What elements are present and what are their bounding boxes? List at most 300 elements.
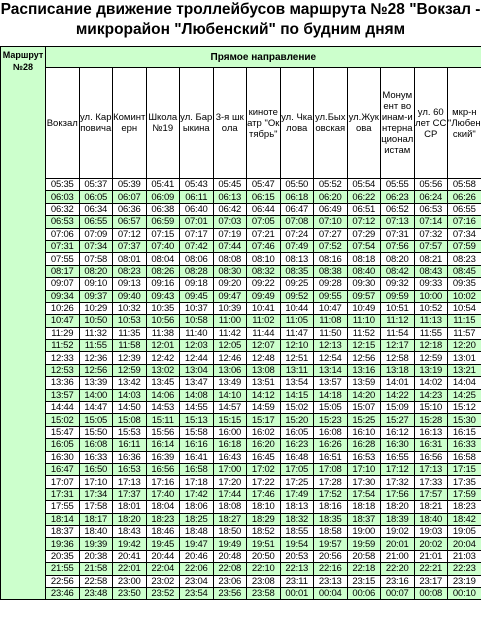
- time-cell: 11:35: [113, 327, 147, 339]
- stop-header: ул.Жукова: [347, 68, 381, 179]
- time-cell: 16:11: [113, 439, 147, 451]
- time-cell: 13:16: [347, 364, 381, 376]
- time-cell: 16:02: [247, 426, 281, 438]
- time-cell: 14:15: [280, 389, 314, 401]
- time-cell: 12:56: [347, 352, 381, 364]
- time-cell: 12:39: [113, 352, 147, 364]
- time-cell: 05:41: [146, 179, 180, 191]
- time-cell: 16:15: [448, 426, 481, 438]
- time-cell: 16:05: [280, 426, 314, 438]
- time-cell: 16:36: [113, 451, 147, 463]
- time-cell: 09:43: [146, 290, 180, 302]
- time-cell: 18:35: [314, 513, 348, 525]
- time-cell: 00:01: [280, 587, 314, 599]
- time-cell: 14:12: [247, 389, 281, 401]
- time-cell: 07:37: [113, 240, 147, 252]
- table-row: [1, 538, 481, 550]
- time-cell: 10:54: [448, 302, 481, 314]
- time-cell: 18:37: [347, 513, 381, 525]
- time-cell: 10:49: [347, 302, 381, 314]
- time-cell: 10:44: [280, 302, 314, 314]
- stop-header: Вокзал: [46, 68, 80, 179]
- time-cell: 09:30: [347, 278, 381, 290]
- time-cell: 13:54: [280, 377, 314, 389]
- time-cell: 09:28: [314, 278, 348, 290]
- time-cell: 10:52: [414, 302, 448, 314]
- time-cell: 20:41: [113, 550, 147, 562]
- time-cell: 06:53: [414, 203, 448, 215]
- time-cell: 17:57: [414, 488, 448, 500]
- time-cell: 18:40: [414, 513, 448, 525]
- time-cell: 11:50: [314, 327, 348, 339]
- time-cell: 06:38: [146, 203, 180, 215]
- time-cell: 17:10: [347, 463, 381, 475]
- time-cell: 06:05: [79, 191, 113, 203]
- time-cell: 08:23: [448, 253, 481, 265]
- time-cell: 14:44: [46, 402, 80, 414]
- stop-header: кинотеатр "Октябрь": [247, 68, 281, 179]
- time-cell: 16:47: [46, 463, 80, 475]
- time-cell: 11:55: [79, 340, 113, 352]
- time-cell: 20:58: [347, 550, 381, 562]
- time-cell: 14:59: [247, 402, 281, 414]
- time-cell: 17:33: [414, 476, 448, 488]
- time-cell: 15:28: [414, 414, 448, 426]
- time-cell: 18:23: [146, 513, 180, 525]
- time-cell: 11:10: [347, 315, 381, 327]
- time-cell: 22:56: [46, 575, 80, 587]
- time-cell: 07:59: [448, 240, 481, 252]
- time-cell: 10:50: [79, 315, 113, 327]
- time-cell: 20:38: [79, 550, 113, 562]
- time-cell: 11:57: [448, 327, 481, 339]
- time-cell: 15:15: [213, 414, 247, 426]
- time-cell: 23:19: [448, 575, 481, 587]
- time-cell: 15:11: [146, 414, 180, 426]
- time-cell: 22:16: [314, 563, 348, 575]
- time-cell: 13:36: [46, 377, 80, 389]
- time-cell: 20:02: [414, 538, 448, 550]
- time-cell: 13:59: [347, 377, 381, 389]
- time-cell: 20:01: [381, 538, 415, 550]
- time-cell: 11:05: [280, 315, 314, 327]
- time-cell: 17:12: [381, 463, 415, 475]
- time-cell: 05:35: [46, 179, 80, 191]
- time-cell: 19:42: [113, 538, 147, 550]
- table-row: [1, 463, 481, 475]
- time-cell: 08:26: [146, 265, 180, 277]
- time-cell: 11:40: [180, 327, 214, 339]
- time-cell: 18:52: [247, 525, 281, 537]
- stops-row: [1, 68, 481, 179]
- time-cell: 18:48: [180, 525, 214, 537]
- table-row: [1, 253, 481, 265]
- time-cell: 11:38: [146, 327, 180, 339]
- time-cell: 14:53: [146, 402, 180, 414]
- time-cell: 12:17: [381, 340, 415, 352]
- time-cell: 08:20: [381, 253, 415, 265]
- time-cell: 16:48: [280, 451, 314, 463]
- time-cell: 09:34: [46, 290, 80, 302]
- time-cell: 05:56: [414, 179, 448, 191]
- time-cell: 14:04: [448, 377, 481, 389]
- table-row: [1, 513, 481, 525]
- time-cell: 06:36: [113, 203, 147, 215]
- time-cell: 19:45: [146, 538, 180, 550]
- time-cell: 08:17: [46, 265, 80, 277]
- table-row: [1, 191, 481, 203]
- time-cell: 13:14: [314, 364, 348, 376]
- route-label: Маршрут №28: [1, 47, 46, 600]
- time-cell: 07:12: [113, 228, 147, 240]
- time-cell: 17:35: [448, 476, 481, 488]
- time-cell: 16:30: [381, 439, 415, 451]
- time-cell: 16:30: [46, 451, 80, 463]
- time-cell: 16:10: [347, 426, 381, 438]
- time-cell: 16:23: [280, 439, 314, 451]
- time-cell: 09:59: [381, 290, 415, 302]
- time-cell: 08:32: [247, 265, 281, 277]
- time-cell: 08:13: [280, 253, 314, 265]
- time-cell: 17:13: [113, 476, 147, 488]
- time-cell: 17:56: [381, 488, 415, 500]
- time-cell: 08:10: [247, 253, 281, 265]
- time-cell: 16:43: [213, 451, 247, 463]
- time-cell: 18:14: [46, 513, 80, 525]
- time-cell: 23:52: [146, 587, 180, 599]
- time-cell: 09:52: [280, 290, 314, 302]
- time-cell: 12:46: [213, 352, 247, 364]
- time-cell: 18:16: [314, 501, 348, 513]
- time-cell: 17:40: [146, 488, 180, 500]
- time-cell: 12:56: [79, 364, 113, 376]
- time-cell: 06:13: [213, 191, 247, 203]
- time-cell: 00:10: [448, 587, 481, 599]
- time-cell: 20:04: [448, 538, 481, 550]
- table-row: [1, 203, 481, 215]
- time-cell: 17:55: [46, 501, 80, 513]
- time-cell: 16:20: [247, 439, 281, 451]
- time-cell: 18:20: [113, 513, 147, 525]
- time-cell: 17:05: [280, 463, 314, 475]
- time-cell: 07:52: [314, 240, 348, 252]
- table-row: [1, 265, 481, 277]
- time-cell: 17:08: [314, 463, 348, 475]
- time-cell: 13:57: [46, 389, 80, 401]
- time-cell: 14:25: [448, 389, 481, 401]
- time-cell: 17:30: [347, 476, 381, 488]
- time-cell: 16:51: [314, 451, 348, 463]
- time-cell: 15:10: [414, 402, 448, 414]
- time-cell: 17:02: [247, 463, 281, 475]
- time-cell: 17:59: [448, 488, 481, 500]
- stop-header: ул. Карповича: [79, 68, 113, 179]
- time-cell: 23:02: [146, 575, 180, 587]
- time-cell: 12:15: [347, 340, 381, 352]
- time-cell: 12:01: [146, 340, 180, 352]
- time-cell: 07:44: [213, 240, 247, 252]
- time-cell: 23:50: [113, 587, 147, 599]
- time-cell: 18:23: [448, 501, 481, 513]
- time-cell: 17:18: [180, 476, 214, 488]
- time-cell: 16:58: [180, 463, 214, 475]
- table-row: [1, 340, 481, 352]
- time-cell: 12:48: [247, 352, 281, 364]
- time-cell: 10:26: [46, 302, 80, 314]
- table-row: [1, 228, 481, 240]
- table-row: [1, 389, 481, 401]
- time-cell: 13:21: [448, 364, 481, 376]
- time-cell: 23:46: [46, 587, 80, 599]
- time-cell: 09:33: [414, 278, 448, 290]
- time-cell: 14:00: [79, 389, 113, 401]
- time-cell: 16:12: [381, 426, 415, 438]
- time-cell: 06:59: [146, 216, 180, 228]
- time-cell: 23:13: [314, 575, 348, 587]
- table-row: [1, 352, 481, 364]
- time-cell: 12:59: [414, 352, 448, 364]
- time-cell: 14:22: [381, 389, 415, 401]
- time-cell: 15:13: [180, 414, 214, 426]
- time-cell: 19:36: [46, 538, 80, 550]
- time-cell: 18:58: [314, 525, 348, 537]
- time-cell: 12:59: [113, 364, 147, 376]
- time-cell: 06:55: [79, 216, 113, 228]
- time-cell: 10:37: [180, 302, 214, 314]
- table-row: [1, 587, 481, 599]
- time-cell: 14:01: [381, 377, 415, 389]
- time-cell: 05:58: [448, 179, 481, 191]
- time-cell: 19:39: [79, 538, 113, 550]
- table-row: [1, 439, 481, 451]
- time-cell: 14:08: [180, 389, 214, 401]
- time-cell: 21:00: [381, 550, 415, 562]
- time-cell: 10:56: [146, 315, 180, 327]
- time-cell: 18:18: [347, 501, 381, 513]
- time-cell: 13:57: [314, 377, 348, 389]
- time-cell: 07:31: [46, 240, 80, 252]
- time-cell: 11:55: [414, 327, 448, 339]
- time-cell: 09:45: [180, 290, 214, 302]
- time-cell: 15:07: [347, 402, 381, 414]
- table-row: [1, 414, 481, 426]
- time-cell: 22:20: [381, 563, 415, 575]
- time-cell: 15:25: [347, 414, 381, 426]
- time-cell: 05:45: [213, 179, 247, 191]
- time-cell: 19:47: [180, 538, 214, 550]
- time-cell: 23:17: [414, 575, 448, 587]
- time-cell: 11:08: [314, 315, 348, 327]
- time-cell: 10:35: [146, 302, 180, 314]
- time-cell: 23:04: [180, 575, 214, 587]
- time-cell: 07:19: [213, 228, 247, 240]
- time-cell: 09:18: [180, 278, 214, 290]
- time-cell: 15:47: [46, 426, 80, 438]
- time-cell: 07:34: [448, 228, 481, 240]
- time-cell: 18:04: [146, 501, 180, 513]
- time-cell: 18:46: [146, 525, 180, 537]
- time-cell: 09:25: [280, 278, 314, 290]
- time-cell: 16:53: [113, 463, 147, 475]
- time-cell: 23:11: [280, 575, 314, 587]
- time-cell: 08:08: [213, 253, 247, 265]
- time-cell: 17:16: [146, 476, 180, 488]
- time-cell: 07:15: [146, 228, 180, 240]
- time-cell: 11:00: [213, 315, 247, 327]
- time-cell: 09:57: [347, 290, 381, 302]
- time-cell: 09:55: [314, 290, 348, 302]
- time-cell: 17:25: [280, 476, 314, 488]
- time-cell: 20:46: [180, 550, 214, 562]
- time-cell: 07:32: [414, 228, 448, 240]
- time-cell: 07:12: [347, 216, 381, 228]
- time-cell: 14:50: [113, 402, 147, 414]
- time-cell: 08:23: [113, 265, 147, 277]
- time-cell: 15:20: [280, 414, 314, 426]
- time-cell: 15:30: [448, 414, 481, 426]
- table-row: [1, 278, 481, 290]
- time-cell: 07:56: [381, 240, 415, 252]
- time-cell: 19:03: [414, 525, 448, 537]
- time-cell: 22:58: [79, 575, 113, 587]
- time-cell: 18:50: [213, 525, 247, 537]
- time-cell: 18:13: [280, 501, 314, 513]
- time-cell: 07:46: [247, 240, 281, 252]
- time-cell: 23:16: [381, 575, 415, 587]
- table-row: [1, 575, 481, 587]
- table-row: [1, 240, 481, 252]
- time-cell: 16:18: [213, 439, 247, 451]
- time-cell: 15:23: [314, 414, 348, 426]
- time-cell: 07:16: [448, 216, 481, 228]
- time-cell: 17:31: [46, 488, 80, 500]
- time-cell: 06:26: [448, 191, 481, 203]
- time-cell: 16:56: [146, 463, 180, 475]
- time-cell: 06:55: [448, 203, 481, 215]
- time-cell: 23:15: [347, 575, 381, 587]
- time-cell: 20:35: [46, 550, 80, 562]
- time-cell: 18:06: [180, 501, 214, 513]
- time-cell: 15:09: [381, 402, 415, 414]
- time-cell: 13:11: [280, 364, 314, 376]
- time-cell: 10:47: [314, 302, 348, 314]
- time-cell: 17:07: [46, 476, 80, 488]
- time-cell: 07:17: [180, 228, 214, 240]
- time-cell: 12:42: [146, 352, 180, 364]
- time-cell: 17:37: [113, 488, 147, 500]
- time-cell: 17:32: [381, 476, 415, 488]
- time-cell: 18:21: [414, 501, 448, 513]
- table-row: [1, 315, 481, 327]
- time-cell: 16:16: [180, 439, 214, 451]
- time-cell: 17:10: [79, 476, 113, 488]
- time-cell: 17:52: [314, 488, 348, 500]
- time-cell: 16:14: [146, 439, 180, 451]
- time-cell: 05:47: [247, 179, 281, 191]
- table-row: [1, 563, 481, 575]
- time-cell: 22:08: [213, 563, 247, 575]
- time-cell: 06:49: [314, 203, 348, 215]
- time-cell: 07:42: [180, 240, 214, 252]
- time-cell: 17:28: [314, 476, 348, 488]
- time-cell: 07:31: [381, 228, 415, 240]
- stop-header: ул. Чкалова: [280, 68, 314, 179]
- time-cell: 17:58: [79, 501, 113, 513]
- table-row: [1, 364, 481, 376]
- time-cell: 19:51: [247, 538, 281, 550]
- time-cell: 12:20: [448, 340, 481, 352]
- time-cell: 13:08: [247, 364, 281, 376]
- time-cell: 07:40: [146, 240, 180, 252]
- time-cell: 15:12: [448, 402, 481, 414]
- time-cell: 06:47: [280, 203, 314, 215]
- time-cell: 07:13: [381, 216, 415, 228]
- time-cell: 06:11: [180, 191, 214, 203]
- time-cell: 18:40: [79, 525, 113, 537]
- time-cell: 06:07: [113, 191, 147, 203]
- time-cell: 07:21: [247, 228, 281, 240]
- time-cell: 12:44: [180, 352, 214, 364]
- time-cell: 10:02: [448, 290, 481, 302]
- table-row: [1, 179, 481, 191]
- table-row: [1, 501, 481, 513]
- table-row: [1, 451, 481, 463]
- time-cell: 18:55: [280, 525, 314, 537]
- time-cell: 00:07: [381, 587, 415, 599]
- time-cell: 18:29: [247, 513, 281, 525]
- time-cell: 16:56: [414, 451, 448, 463]
- time-cell: 08:28: [180, 265, 214, 277]
- time-cell: 23:08: [247, 575, 281, 587]
- time-cell: 14:55: [180, 402, 214, 414]
- time-cell: 10:39: [213, 302, 247, 314]
- time-cell: 19:02: [381, 525, 415, 537]
- time-cell: 12:33: [46, 352, 80, 364]
- time-cell: 23:06: [213, 575, 247, 587]
- time-cell: 11:42: [213, 327, 247, 339]
- time-cell: 16:26: [314, 439, 348, 451]
- time-cell: 13:45: [146, 377, 180, 389]
- stop-header: ул.Быховская: [314, 68, 348, 179]
- time-cell: 16:55: [381, 451, 415, 463]
- time-cell: 18:10: [247, 501, 281, 513]
- time-cell: 07:27: [314, 228, 348, 240]
- time-cell: 09:35: [448, 278, 481, 290]
- time-cell: 11:47: [280, 327, 314, 339]
- time-cell: 08:01: [113, 253, 147, 265]
- time-cell: 12:03: [180, 340, 214, 352]
- time-cell: 16:58: [448, 451, 481, 463]
- time-cell: 07:57: [414, 240, 448, 252]
- time-cell: 20:48: [213, 550, 247, 562]
- time-cell: 06:22: [347, 191, 381, 203]
- time-cell: 14:03: [113, 389, 147, 401]
- time-cell: 05:37: [79, 179, 113, 191]
- time-cell: 17:54: [347, 488, 381, 500]
- time-cell: 09:47: [213, 290, 247, 302]
- table-row: [1, 426, 481, 438]
- time-cell: 09:49: [247, 290, 281, 302]
- time-cell: 10:32: [113, 302, 147, 314]
- time-cell: 05:54: [347, 179, 381, 191]
- time-cell: 17:46: [247, 488, 281, 500]
- time-cell: 17:15: [448, 463, 481, 475]
- time-cell: 07:06: [46, 228, 80, 240]
- time-cell: 11:13: [414, 315, 448, 327]
- time-cell: 21:55: [46, 563, 80, 575]
- time-cell: 06:09: [146, 191, 180, 203]
- time-cell: 17:44: [213, 488, 247, 500]
